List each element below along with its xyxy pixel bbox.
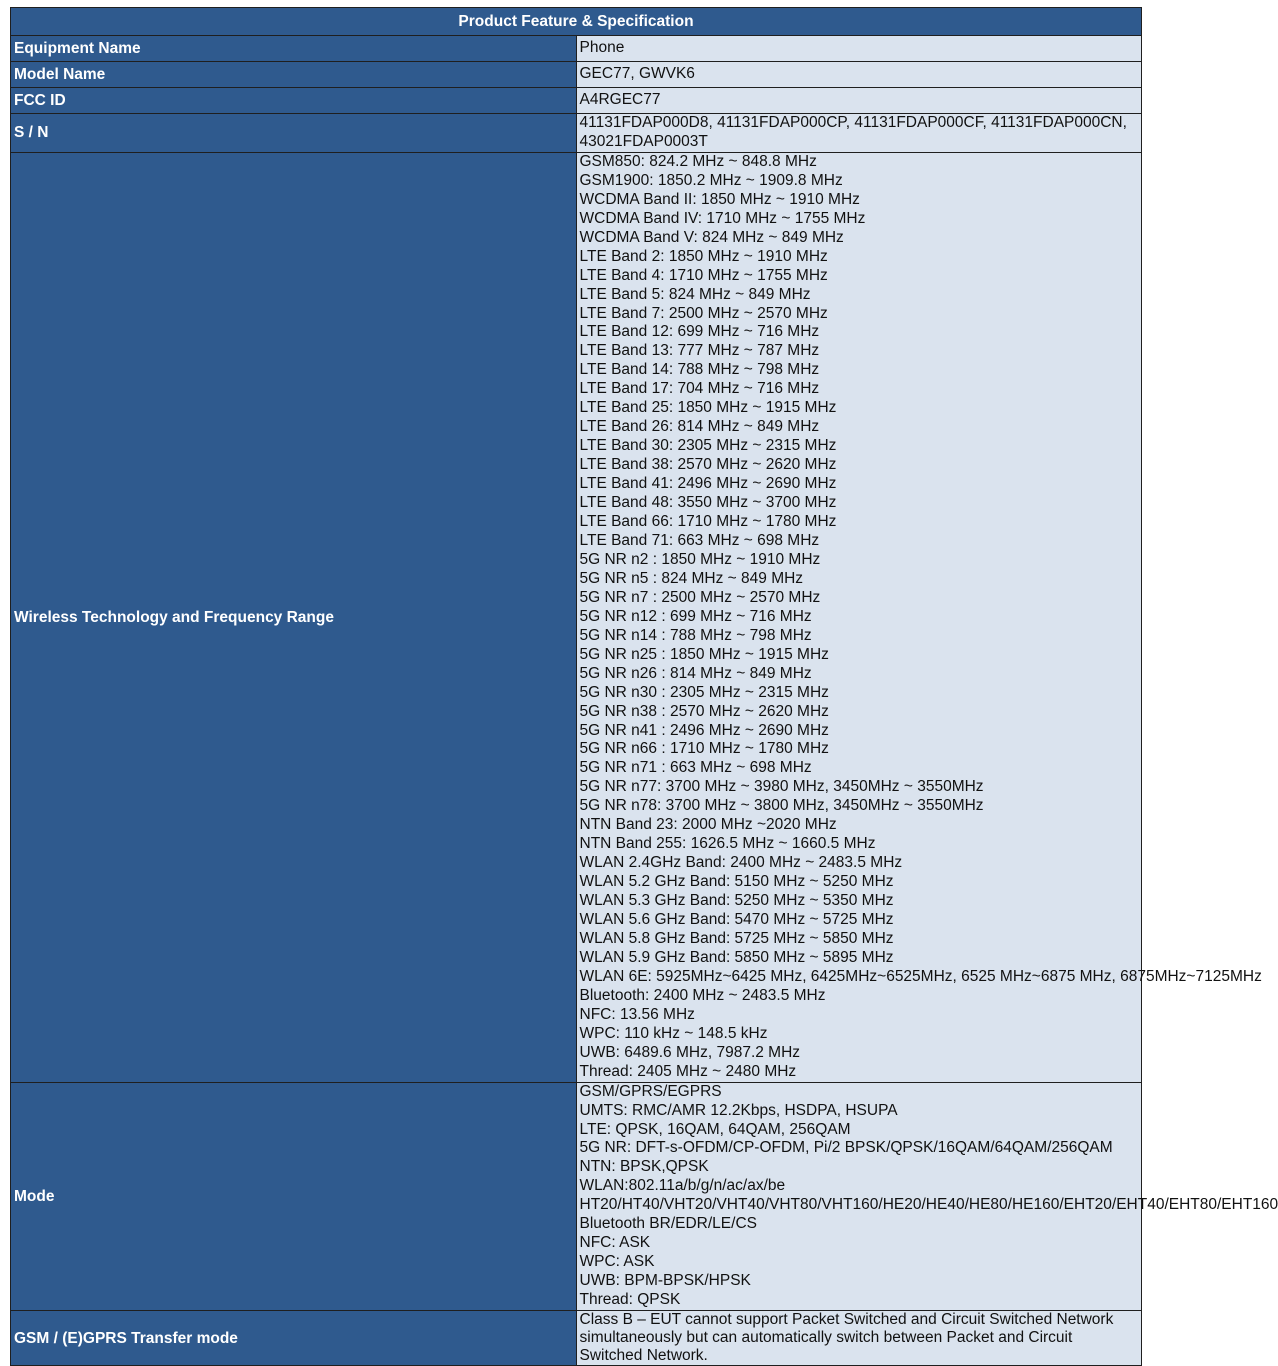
frequency-line: NFC: 13.56 MHz (579, 1005, 695, 1023)
mode-line: Thread: QPSK (579, 1291, 681, 1309)
frequency-line: LTE Band 30: 2305 MHz ~ 2315 MHz (579, 437, 837, 455)
mode-line: LTE: QPSK, 16QAM, 64QAM, 256QAM (579, 1120, 851, 1138)
fcc-id-label: FCC ID (11, 88, 577, 114)
gprs-transfer-value (576, 1311, 1142, 1366)
mode-line: 5G NR: DFT-s-OFDM/CP-OFDM, Pi/2 BPSK/QPSK/16QAM/64QAM/256QAM (579, 1139, 1113, 1157)
mode-line: NFC: ASK (579, 1234, 651, 1252)
mode-line: GSM/GPRS/EGPRS (579, 1082, 722, 1100)
frequency-line: WCDMA Band V: 824 MHz ~ 849 MHz (579, 228, 844, 246)
frequency-line: LTE Band 2: 1850 MHz ~ 1910 MHz (579, 247, 828, 265)
fcc-id-value: A4RGEC77 (576, 88, 1142, 114)
frequency-line: LTE Band 38: 2570 MHz ~ 2620 MHz (579, 456, 837, 474)
frequency-line: 5G NR n66 : 1710 MHz ~ 1780 MHz (579, 740, 829, 758)
mode-line: WPC: ASK (579, 1253, 655, 1271)
spec-table (10, 7, 1278, 1366)
mode-list (576, 1082, 1278, 1310)
frequency-line: 5G NR n77: 3700 MHz ~ 3980 MHz, 3450MHz ~ 3550MHz (579, 778, 984, 796)
frequency-line: LTE Band 5: 824 MHz ~ 849 MHz (579, 285, 811, 303)
frequency-line: WLAN 6E: 5925MHz~6425 MHz, 6425MHz~6525MHz, 6525 MHz~6875 MHz, 6875MHz~7125MHz (579, 967, 1262, 985)
mode-label: Mode (11, 1082, 577, 1310)
table-title: Product Feature & Specification (11, 8, 1142, 36)
serial-number-row (11, 114, 1142, 153)
frequency-line: WCDMA Band IV: 1710 MHz ~ 1755 MHz (579, 209, 866, 227)
frequency-line: NTN Band 255: 1626.5 MHz ~ 1660.5 MHz (579, 835, 876, 853)
serial-number-value: 41131FDAP000D8, 41131FDAP000CP, 41131FDAP000CF, 41131FDAP000CN, 43021FDAP0003T (576, 114, 1142, 153)
wireless-row (11, 152, 1142, 1082)
frequency-line: GSM850: 824.2 MHz ~ 848.8 MHz (579, 152, 817, 170)
serial-number-label: S / N (11, 114, 577, 153)
frequency-line: LTE Band 26: 814 MHz ~ 849 MHz (579, 418, 820, 436)
frequency-line: 5G NR n71 : 663 MHz ~ 698 MHz (579, 759, 812, 777)
frequency-line: 5G NR n78: 3700 MHz ~ 3800 MHz, 3450MHz ~ 3550MHz (579, 797, 984, 815)
frequency-line: 5G NR n2 : 1850 MHz ~ 1910 MHz (579, 550, 821, 568)
frequency-line: 5G NR n25 : 1850 MHz ~ 1915 MHz (579, 645, 829, 663)
frequency-line: NTN Band 23: 2000 MHz ~2020 MHz (579, 816, 837, 834)
frequency-line: LTE Band 7: 2500 MHz ~ 2570 MHz (579, 304, 828, 322)
frequency-line: WPC: 110 kHz ~ 148.5 kHz (579, 1024, 768, 1042)
frequency-line: 5G NR n14 : 788 MHz ~ 798 MHz (579, 626, 812, 644)
frequency-line: 5G NR n26 : 814 MHz ~ 849 MHz (579, 664, 812, 682)
model-name-label: Model Name (11, 62, 577, 88)
mode-line: Bluetooth BR/EDR/LE/CS (579, 1215, 757, 1233)
mode-line: UWB: BPM-BPSK/HPSK (579, 1272, 751, 1290)
frequency-line: WLAN 5.9 GHz Band: 5850 MHz ~ 5895 MHz (579, 948, 894, 966)
equipment-name-row (11, 36, 1142, 62)
mode-line: HT20/HT40/VHT20/VHT40/VHT80/VHT160/HE20/HE40/HE80/HE160/EHT20/EHT40/EHT80/EHT160 (579, 1196, 1278, 1214)
equipment-name-label: Equipment Name (11, 36, 577, 62)
frequency-line: 5G NR n7 : 2500 MHz ~ 2570 MHz (579, 588, 821, 606)
gprs-transfer-text: Class B – EUT cannot support Packet Switched and Circuit Switched Network simultaneously but can automatically switch between Packet and Circuit Switched Network. (579, 1311, 1114, 1365)
title-row (11, 8, 1142, 36)
frequency-line: WCDMA Band II: 1850 MHz ~ 1910 MHz (579, 190, 860, 208)
fcc-id-row (11, 88, 1142, 114)
frequency-line: LTE Band 14: 788 MHz ~ 798 MHz (579, 361, 820, 379)
frequency-line: LTE Band 12: 699 MHz ~ 716 MHz (579, 323, 820, 341)
wireless-frequency-list (576, 152, 1262, 1082)
mode-line: UMTS: RMC/AMR 12.2Kbps, HSDPA, HSUPA (579, 1101, 898, 1119)
frequency-line: LTE Band 4: 1710 MHz ~ 1755 MHz (579, 266, 828, 284)
frequency-line: WLAN 5.6 GHz Band: 5470 MHz ~ 5725 MHz (579, 911, 894, 929)
frequency-line: UWB: 6489.6 MHz, 7987.2 MHz (579, 1043, 801, 1061)
frequency-line: 5G NR n30 : 2305 MHz ~ 2315 MHz (579, 683, 829, 701)
frequency-line: WLAN 5.8 GHz Band: 5725 MHz ~ 5850 MHz (579, 929, 894, 947)
frequency-line: WLAN 5.2 GHz Band: 5150 MHz ~ 5250 MHz (579, 873, 894, 891)
equipment-name-value: Phone (576, 36, 1142, 62)
frequency-line: 5G NR n5 : 824 MHz ~ 849 MHz (579, 569, 804, 587)
mode-line: NTN: BPSK,QPSK (579, 1158, 709, 1176)
frequency-line: LTE Band 48: 3550 MHz ~ 3700 MHz (579, 494, 837, 512)
frequency-line: 5G NR n41 : 2496 MHz ~ 2690 MHz (579, 721, 829, 739)
model-name-row (11, 62, 1142, 88)
mode-line: WLAN:802.11a/b/g/n/ac/ax/be (579, 1177, 786, 1195)
gprs-transfer-label: GSM / (E)GPRS Transfer mode (11, 1311, 577, 1366)
frequency-line: Thread: 2405 MHz ~ 2480 MHz (579, 1062, 797, 1080)
model-name-value: GEC77, GWVK6 (576, 62, 1142, 88)
mode-row (11, 1082, 1142, 1310)
frequency-line: LTE Band 66: 1710 MHz ~ 1780 MHz (579, 513, 837, 531)
frequency-line: WLAN 5.3 GHz Band: 5250 MHz ~ 5350 MHz (579, 892, 894, 910)
frequency-line: LTE Band 13: 777 MHz ~ 787 MHz (579, 342, 820, 360)
frequency-line: LTE Band 25: 1850 MHz ~ 1915 MHz (579, 399, 837, 417)
frequency-line: LTE Band 71: 663 MHz ~ 698 MHz (579, 531, 820, 549)
frequency-line: 5G NR n12 : 699 MHz ~ 716 MHz (579, 607, 812, 625)
wireless-label: Wireless Technology and Frequency Range (11, 152, 577, 1082)
frequency-line: 5G NR n38 : 2570 MHz ~ 2620 MHz (579, 702, 829, 720)
frequency-line: LTE Band 17: 704 MHz ~ 716 MHz (579, 380, 820, 398)
frequency-line: LTE Band 41: 2496 MHz ~ 2690 MHz (579, 475, 837, 493)
frequency-line: Bluetooth: 2400 MHz ~ 2483.5 MHz (579, 986, 826, 1004)
frequency-line: WLAN 2.4GHz Band: 2400 MHz ~ 2483.5 MHz (579, 854, 903, 872)
gprs-transfer-row (11, 1311, 1142, 1366)
frequency-line: GSM1900: 1850.2 MHz ~ 1909.8 MHz (579, 171, 843, 189)
